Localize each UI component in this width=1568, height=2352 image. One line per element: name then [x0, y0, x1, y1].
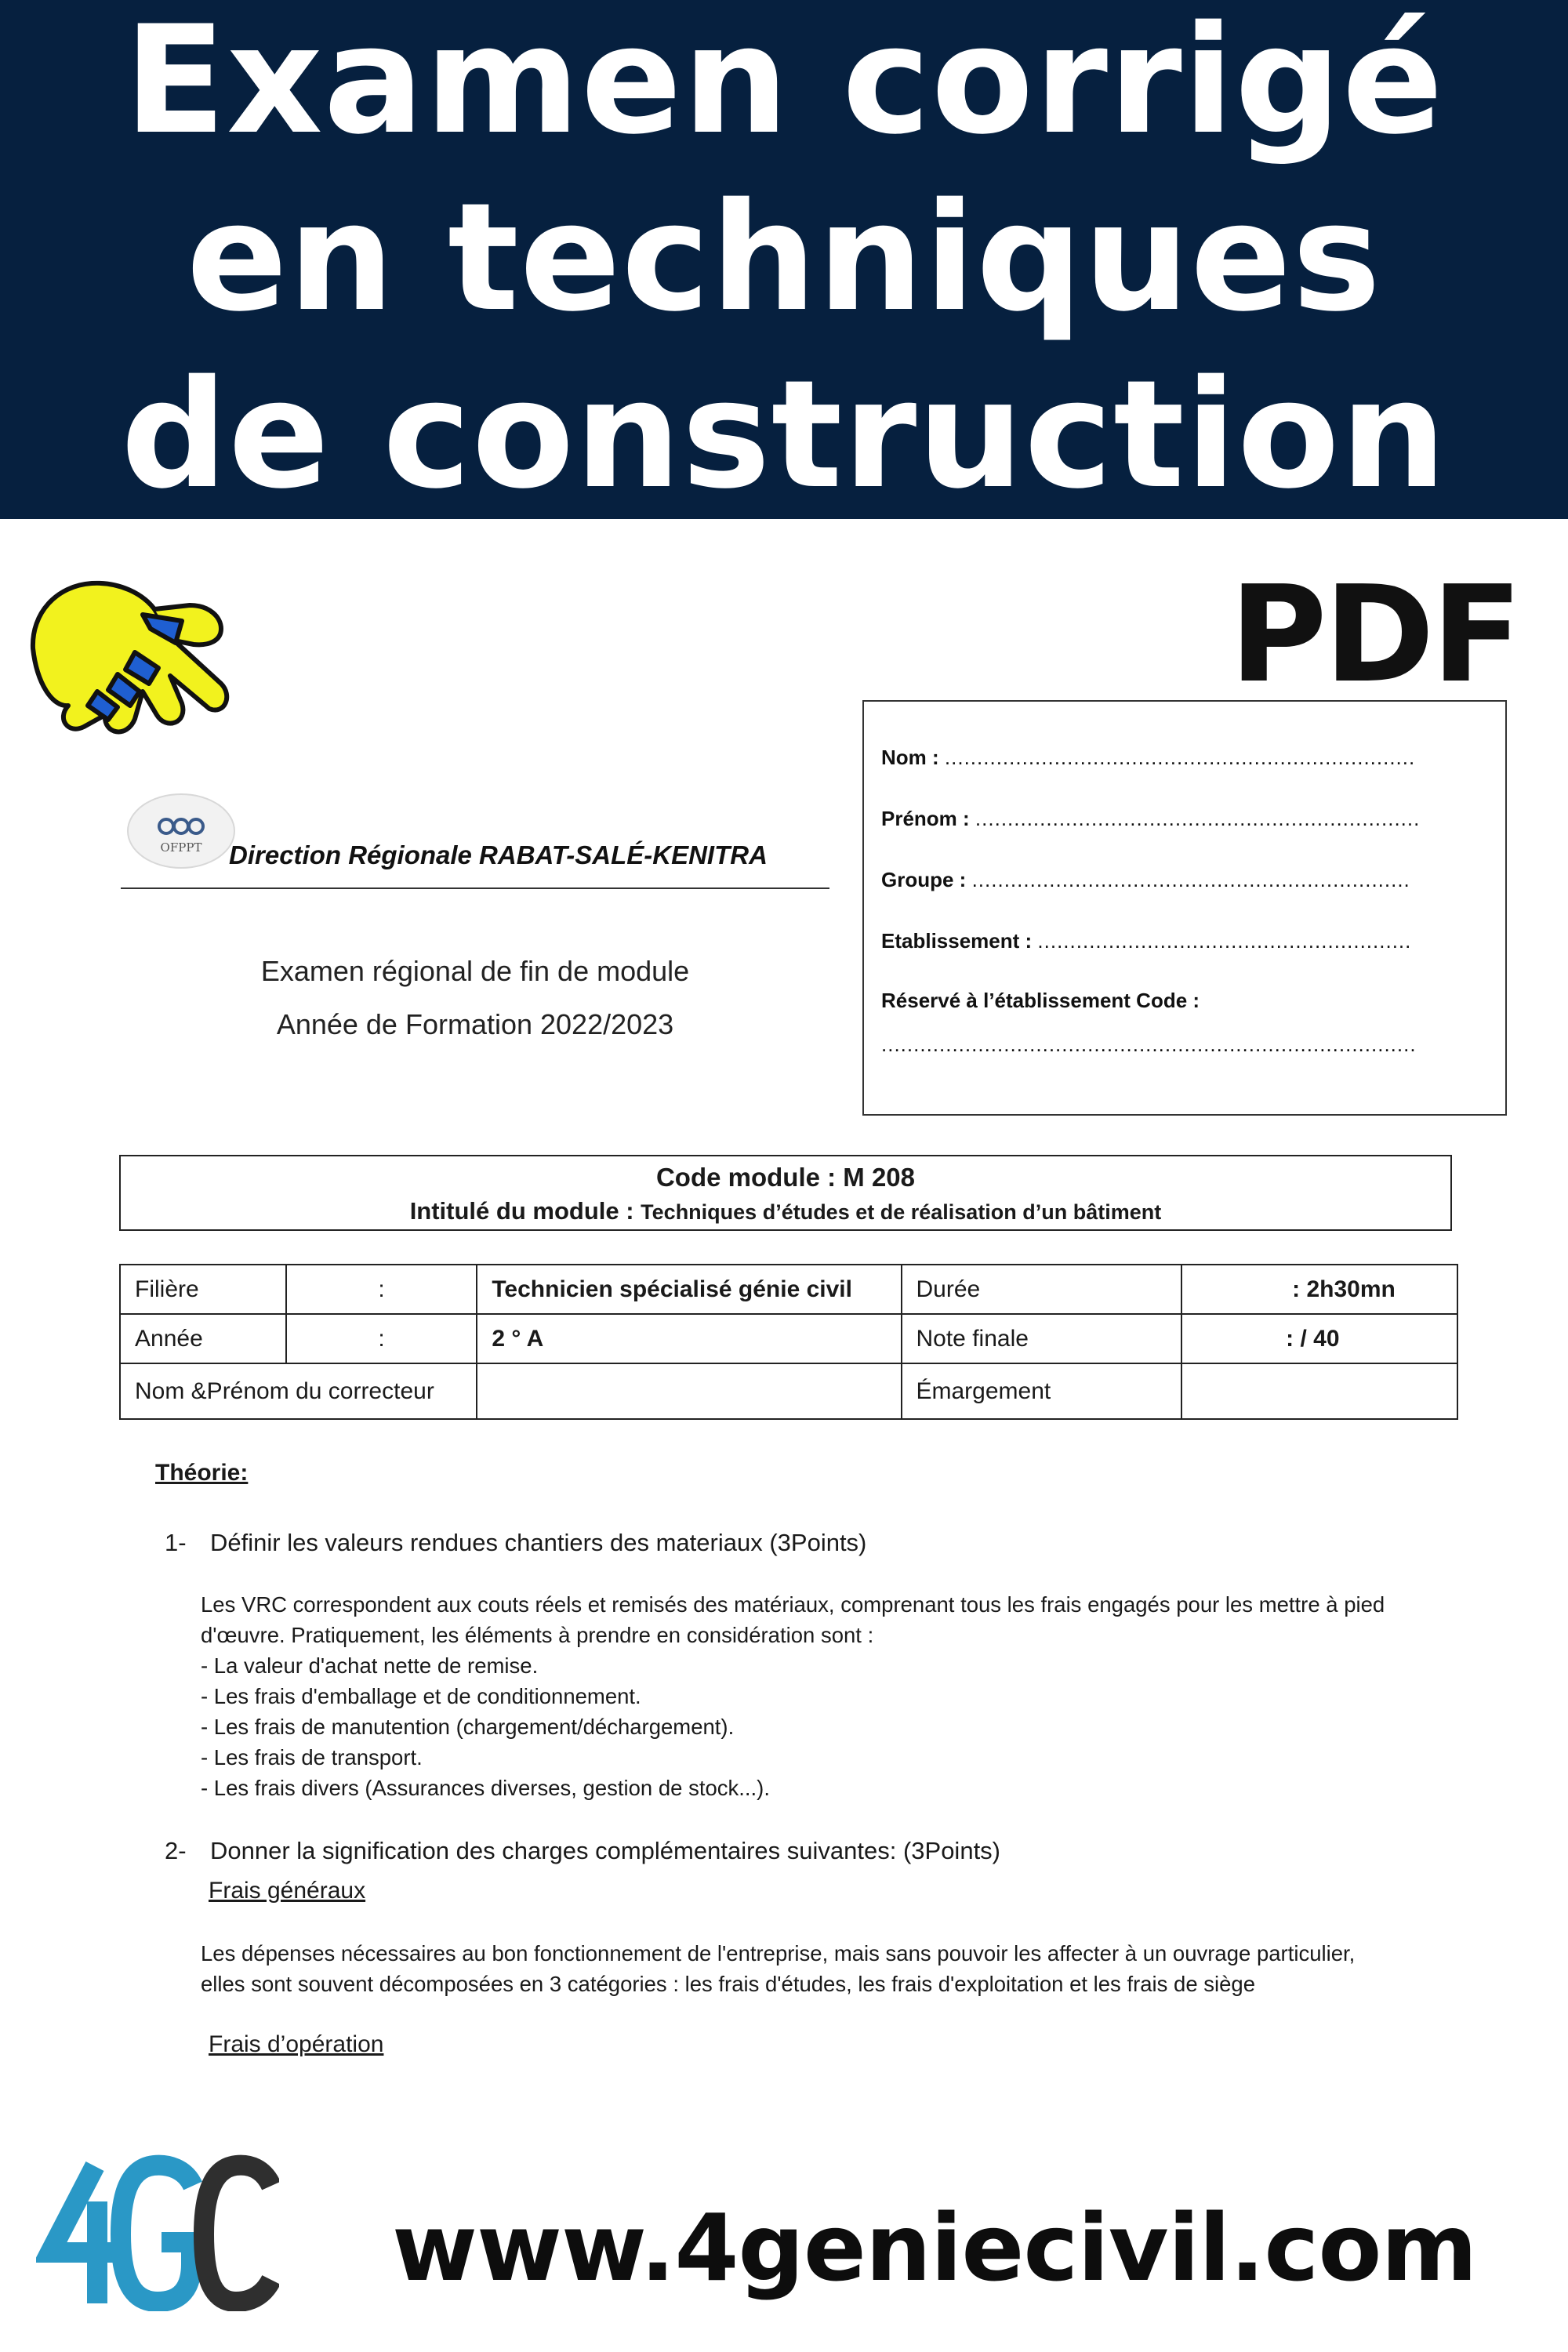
- direction-regionale: Direction Régionale RABAT-SALÉ-KENITRA: [229, 840, 768, 869]
- subheading-frais-generaux: Frais généraux: [209, 1878, 366, 1904]
- website-url[interactable]: www.4geniecivil.com: [392, 2194, 1477, 2302]
- note-label: Note finale: [902, 1314, 1182, 1363]
- groupe-label: Groupe :: [881, 868, 967, 891]
- intitule-value: Techniques d’études et de réalisation d’un bâtiment: [641, 1200, 1162, 1224]
- answer-1-line: - La valeur d'achat nette de remise.: [201, 1653, 539, 1678]
- answer-1-line: Les VRC correspondent aux couts réels et remisés des matériaux, comprenant tous les frais engagés pour les mettre à pied: [201, 1592, 1385, 1617]
- answer-1: [201, 1589, 1486, 1803]
- ofppt-logo-text: OFPPT: [160, 840, 202, 855]
- title-banner: [0, 0, 1568, 519]
- question-2: [165, 1837, 1000, 1865]
- table-row: [120, 1314, 1457, 1363]
- etablissement-label: Etablissement :: [881, 929, 1033, 953]
- table-row: [120, 1265, 1457, 1314]
- filiere-label: Filière: [120, 1265, 286, 1314]
- question-1: [165, 1529, 866, 1557]
- answer-2-line: Les dépenses nécessaires au bon fonctionnement de l'entreprise, mais sans pouvoir les affecter à un ouvrage particulier,: [201, 1941, 1356, 1965]
- etablissement-dots: ..........................................................: [1037, 929, 1412, 953]
- exam-year: Année de Formation 2022/2023: [276, 1008, 674, 1040]
- header-divider: [121, 887, 829, 889]
- prenom-label: Prénom :: [881, 807, 970, 830]
- nom-label: Nom :: [881, 746, 939, 769]
- code-dots: [881, 1033, 1417, 1057]
- 4gc-logo: [36, 2154, 279, 2311]
- answer-2: [201, 1938, 1486, 1999]
- question-1-number: 1-: [165, 1529, 187, 1556]
- annee-label: Année: [120, 1314, 286, 1363]
- filiere-colon: :: [286, 1265, 477, 1314]
- nom-dots: .........................................................................: [944, 746, 1416, 769]
- banner-title-line-2: en techniques: [186, 171, 1382, 344]
- answer-1-line: - Les frais de manutention (chargement/déchargement).: [201, 1715, 735, 1739]
- answer-1-line: - Les frais d'emballage et de conditionnement.: [201, 1684, 641, 1708]
- pointing-hand-icon: [25, 574, 245, 754]
- answer-1-line: - Les frais divers (Assurances diverses, gestion de stock...).: [201, 1776, 770, 1800]
- groupe-dots: ....................................................................: [971, 868, 1410, 891]
- question-1-text: Définir les valeurs rendues chantiers des materiaux (3Points): [210, 1529, 867, 1556]
- question-2-number: 2-: [165, 1837, 187, 1864]
- correcteur-label: Nom &Prénom du correcteur: [120, 1363, 477, 1419]
- annee-value: 2 ° A: [477, 1314, 901, 1363]
- answer-2-line: elles sont souvent décomposées en 3 catégories : les frais d'études, les frais d'exploitation et les frais de siège: [201, 1972, 1256, 1996]
- annee-colon: :: [286, 1314, 477, 1363]
- filiere-value: Technicien spécialisé génie civil: [477, 1265, 901, 1314]
- nom-field: [881, 746, 1415, 770]
- intitule-label: Intitulé du module :: [409, 1197, 634, 1225]
- module-code: Code module : M 208: [655, 1163, 916, 1192]
- pdf-badge: PDF: [1229, 557, 1519, 713]
- exam-title: Examen régional de fin de module: [260, 955, 690, 987]
- note-value: : / 40: [1181, 1314, 1457, 1363]
- module-code-box: [119, 1155, 1452, 1231]
- prenom-field: [881, 807, 1420, 831]
- module-intitule: [121, 1197, 1450, 1225]
- table-row: [120, 1363, 1457, 1419]
- student-id-box: [862, 700, 1507, 1116]
- groupe-field: [881, 868, 1410, 892]
- emargement-label: Émargement: [902, 1363, 1182, 1419]
- answer-1-line: - Les frais de transport.: [201, 1745, 423, 1769]
- banner-title-line-3: de construction: [121, 348, 1447, 521]
- duree-value: : 2h30mn: [1181, 1265, 1457, 1314]
- banner-title-line-1: Examen corrigé: [124, 0, 1444, 167]
- subheading-frais-operation: Frais d’opération: [209, 2031, 384, 2057]
- section-theorie: Théorie:: [155, 1460, 249, 1486]
- correcteur-value: [477, 1363, 901, 1419]
- reserve-label: Réservé à l’établissement Code :: [881, 989, 1200, 1012]
- answer-1-line: d'œuvre. Pratiquement, les éléments à prendre en considération sont :: [201, 1623, 874, 1647]
- duree-label: Durée: [902, 1265, 1182, 1314]
- ofppt-logo: [127, 793, 235, 869]
- exam-info-table: [119, 1264, 1458, 1420]
- etablissement-field: [881, 929, 1411, 953]
- emargement-value: [1181, 1363, 1457, 1419]
- question-2-text: Donner la signification des charges complémentaires suivantes: (3Points): [210, 1837, 1000, 1864]
- prenom-dots: .....................................................................: [975, 807, 1421, 830]
- code-dots-text: ...................................................................................: [881, 1033, 1417, 1056]
